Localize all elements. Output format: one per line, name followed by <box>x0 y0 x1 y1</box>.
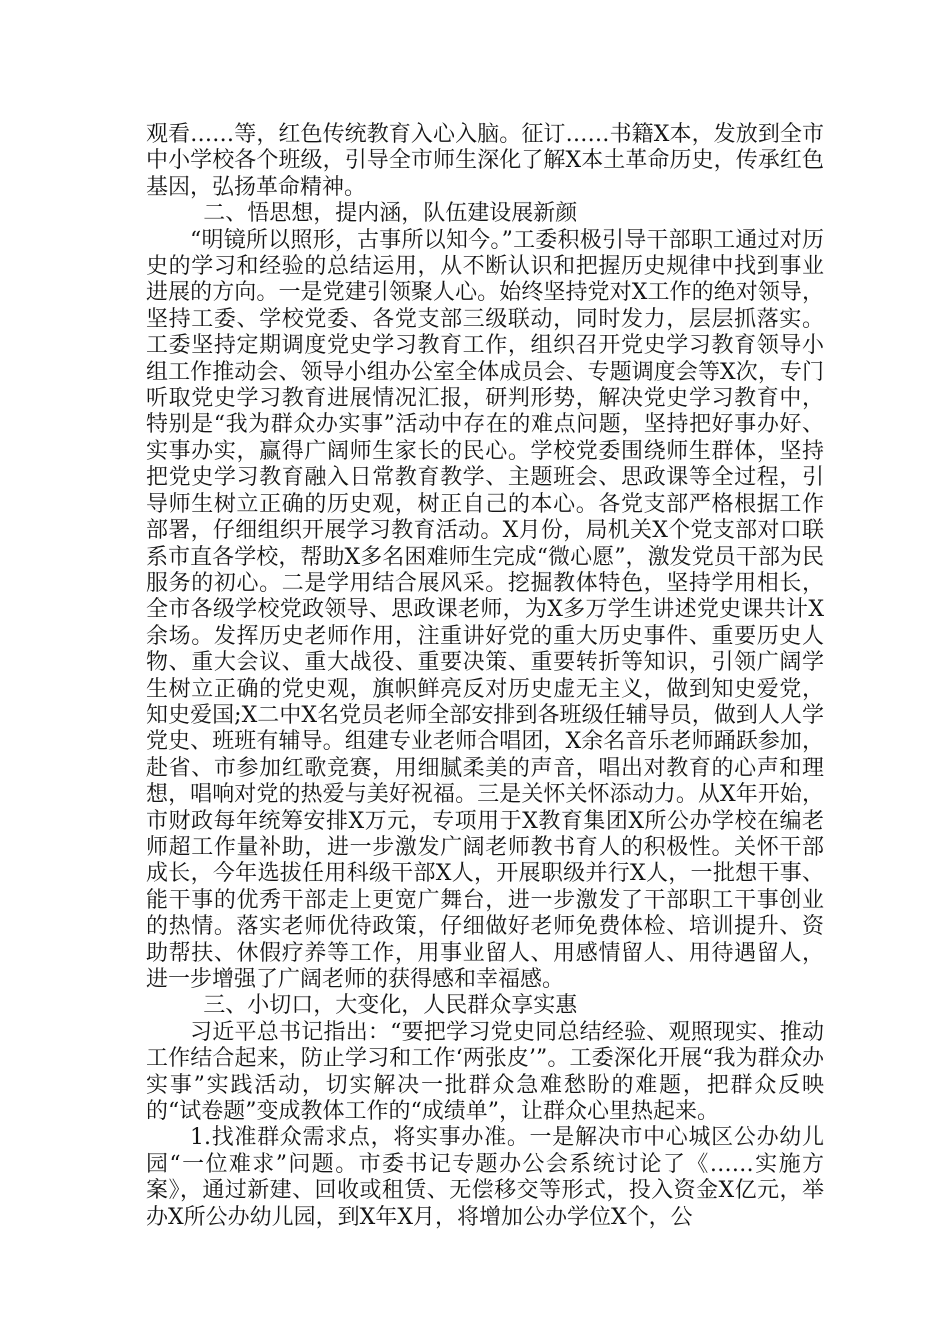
section-heading-3: 三、小切口，大变化，人民群众享实惠 <box>203 993 578 1019</box>
paragraph-red-education: 观看……等，红色传统教育入心入脑。征订……书籍X本，发放到全市中小学校各个班级，引导全市师生深化了解X本土革命历史，传承红色基因，弘扬革命精神。 <box>146 122 824 200</box>
paragraph-team-building: “明镜所以照形，古事所以知今。”工委积极引导干部职工通过对历史的学习和经验的总结运用，从不断认识和把握历史规律中找到事业进展的方向。一是党建引领聚人心。始终坚持党对X工作的绝对领导，坚持工委、学校党委、各党支部三级联动，同时发力，层层抓落实。工委坚持定期调度党史学习教育工作，组织召开党史学习教育领导小组工作推动会、领导小组办公室全体成员会、专题调度会等X次，专门听取党史学习教育进展情况汇报，研判形势，解决党史学习教育中，特别是“我为群众办实事”活动中存在的难点问题，坚持把好事办好、实事办实，赢得广阔师生家长的民心。学校党委围绕师生群体，坚持把党史学习教育融入日常教育教学、主题班会、思政课等全过程，引导师生树立正确的历史观，树正自己的本心。各党支部严格根据工作部署，仔细组织开展学习教育活动。X月份，局机关X个党支部对口联系市直各学校，帮助X多名困难师生完成“微心愿”，激发党员干部为民服务的初心。二是学用结合展风采。挖掘教体特色，坚持学用相长，全市各级学校党政领导、思政课老师，为X多万学生讲述党史课共计X余场。发挥历史老师作用，注重讲好党的重大历史事件、重要历史人物、重大会议、重大战役、重要决策、重要转折等知识，引领广阔学生树立正确的党史观，旗帜鲜亮反对历史虚无主义，做到知史爱党，知史爱国;X二中X名党员老师全部安排到各班级任辅导员，做到人人学党史、班班有辅导。组建专业老师合唱团，X余名音乐老师踊跃参加，赴省、市参加红歌竞赛，用细腻柔美的声音，唱出对教育的心声和理想，唱响对党的热爱与美好祝福。三是关怀关怀添动力。从X年开始，市财政每年统筹安排X万元，专项用于X教育集团X所公办学校在编老师超工作量补助，进一步激发广阔老师教书育人的积极性。关怀干部成长，今年选拔任用科级干部X人，开展职级并行X人，一批想干事、能干事的优秀干部走上更宽广舞台，进一步激发了干部职工干事创业的热情。落实老师优待政策，仔细做好老师免费体检、培训提升、资助帮扶、休假疗养等工作，用事业留人、用感情留人、用待遇留人，进一步增强了广阔老师的获得感和幸福感。 <box>146 227 824 992</box>
paragraph-kindergarten: 1.找准群众需求点，将实事办准。一是解决市中心城区公办幼儿园“一位难求”问题。市委书记专题办公会系统讨论了《……实施方案》，通过新建、回收或租赁、无偿移交等形式，投入资金X亿元，举办X所公办幼儿园，到X年X月，将增加公办学位X个，公 <box>146 1125 824 1230</box>
section-heading-2: 二、悟思想，提内涵，队伍建设展新颜 <box>203 201 578 227</box>
paragraph-practical-work: 习近平总书记指出：“要把学习党史同总结经验、观照现实、推动工作结合起来，防止学习和工作‘两张皮’”。工委深化开展“我为群众办实事”实践活动，切实解决一批群众急难愁盼的难题，把群众反映的“试卷题”变成教体工作的“成绩单”，让群众心里热起来。 <box>146 1019 824 1125</box>
document-page <box>146 122 824 1231</box>
